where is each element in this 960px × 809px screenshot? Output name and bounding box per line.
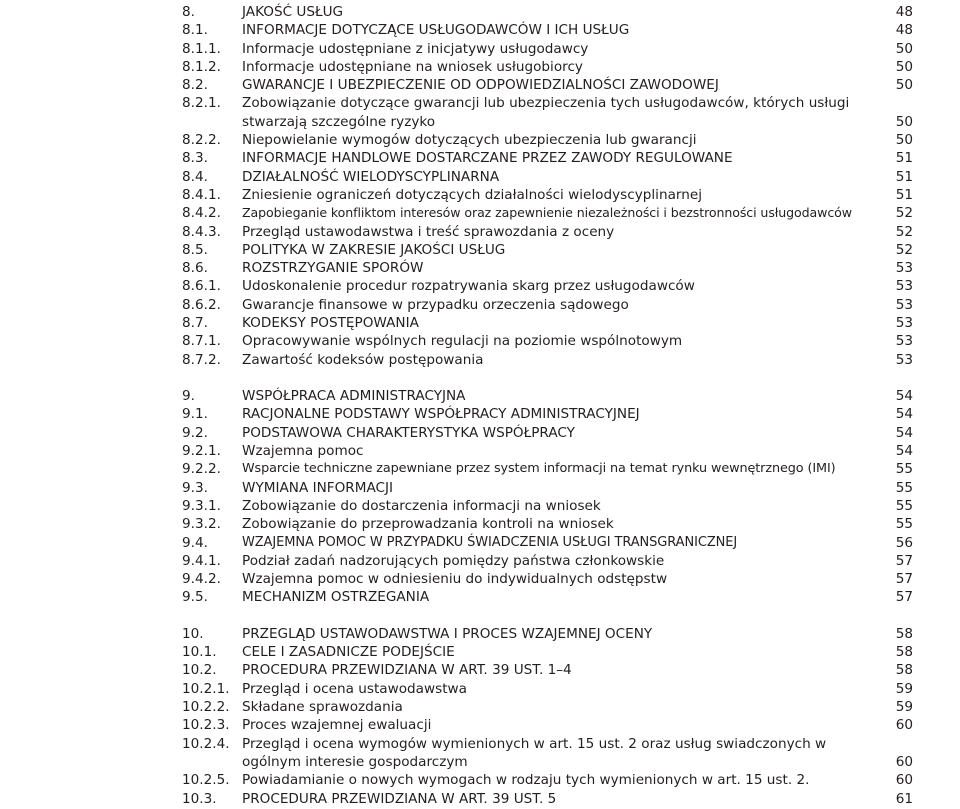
toc-title: Gwarancje finansowe w przypadku orzeczenia sądowego: [242, 296, 629, 313]
toc-page-number: 58: [895, 662, 913, 679]
toc-page-number: 51: [895, 150, 913, 167]
toc-number: 9.4.2.: [182, 571, 221, 588]
toc-title: WZAJEMNA POMOC W PRZYPADKU ŚWIADCZENIA USŁUGI TRANSGRANICZNEJ: [242, 534, 738, 550]
toc-number: 8.2.: [182, 77, 208, 94]
toc-title: Opracowywanie wspólnych regulacji na poziomie wspólnotowym: [242, 333, 683, 350]
toc-number: 10.2.2.: [182, 699, 230, 716]
toc-number: 10.2.4.: [182, 735, 230, 752]
toc-title: Powiadamianie o nowych wymogach w rodzaju tych wymienionych w art. 15 ust. 2.: [242, 772, 810, 789]
toc-number: 10.1.: [182, 644, 217, 661]
toc-entry-8-4-1: [182, 186, 913, 204]
toc-number: 9.4.: [182, 534, 208, 551]
toc-number: 8.5.: [182, 241, 208, 258]
toc-title: RACJONALNE PODSTAWY WSPÓŁPRACY ADMINISTRACYJNEJ: [242, 406, 640, 423]
toc-title: Wsparcie techniczne zapewniane przez system informacji na temat rynku wewnętrznego (IMI): [242, 461, 836, 477]
toc-title: Zniesienie ograniczeń dotyczących działalności wielodyscyplinarnej: [242, 186, 703, 203]
toc-entry-10-2-2: [182, 698, 913, 716]
toc-page-number: 55: [895, 479, 913, 496]
toc-page-number: 59: [895, 680, 913, 697]
toc-entry-10-1: [182, 643, 913, 661]
toc-entry-8-2-1: [182, 94, 913, 131]
toc-page-number: 60: [895, 753, 913, 770]
toc-number: 8.1.2.: [182, 58, 221, 75]
toc-page-number: 53: [895, 296, 913, 313]
toc-entry-9-2: [182, 424, 913, 442]
toc-page-number: 54: [895, 406, 913, 423]
toc-page-number: 50: [895, 40, 913, 57]
toc-number: 9.4.1.: [182, 552, 221, 569]
toc-page-number: 59: [895, 699, 913, 716]
toc-entry-9-1: [182, 405, 913, 423]
toc-entry-9-3-1: [182, 497, 913, 515]
toc-page-number: 52: [895, 241, 913, 258]
toc-number: 9.2.: [182, 424, 208, 441]
toc-number: 8.7.: [182, 315, 208, 332]
section-gap: [182, 369, 913, 387]
toc-title: Zawartość kodeksów postępowania: [242, 351, 484, 368]
toc-number: 10.2.1.: [182, 680, 230, 697]
toc-page-number: 54: [895, 424, 913, 441]
toc-entry-9-2-1: [182, 442, 913, 460]
toc-entry-8-4-3: [182, 223, 913, 241]
toc-number: 8.2.2.: [182, 132, 221, 149]
toc-entry-8-1: [182, 21, 913, 39]
toc-page-number: 57: [895, 552, 913, 569]
toc-number: 9.2.2.: [182, 461, 221, 478]
toc-number: 8.7.1.: [182, 333, 221, 350]
toc-number: 8.7.2.: [182, 351, 221, 368]
toc-page-number: 54: [895, 443, 913, 460]
toc-title: Zapobieganie konfliktom interesów oraz zapewnienie niezależności i bezstronności usługodawców: [242, 205, 852, 221]
toc-page-number: 52: [895, 205, 913, 222]
toc-number: 9.3.2.: [182, 516, 221, 533]
toc-title: WSPÓŁPRACA ADMINISTRACYJNA: [242, 388, 466, 405]
toc-title: JAKOŚĆ USŁUG: [242, 4, 344, 20]
toc-page-number: 53: [895, 333, 913, 350]
section-gap: [182, 607, 913, 625]
toc-page-number: 50: [895, 58, 913, 75]
toc-number: 8.6.1.: [182, 278, 221, 295]
toc-page-number: 48: [895, 4, 913, 20]
toc-page-number: 57: [895, 571, 913, 588]
toc-number: 9.3.: [182, 479, 208, 496]
toc-page-number: 50: [895, 113, 913, 130]
toc-entry-8-4-2: [182, 204, 913, 222]
toc-number: 8.6.2.: [182, 296, 221, 313]
toc-number: 8.4.: [182, 168, 208, 185]
toc-title: Niepowielanie wymogów dotyczących ubezpieczenia lub gwarancji: [242, 132, 697, 149]
toc-entry-8-7-2: [182, 351, 913, 369]
toc-page-number: 50: [895, 132, 913, 149]
toc-entry-8-2: [182, 76, 913, 94]
toc-entry-10-2-4: [182, 735, 913, 772]
toc-number: 10.2.5.: [182, 772, 230, 789]
toc-number: 9.: [182, 388, 195, 405]
toc-title: PROCEDURA PRZEWIDZIANA W ART. 39 UST. 1–4: [242, 662, 572, 679]
toc-entry-8-2-2: [182, 131, 913, 149]
toc-title: INFORMACJE DOTYCZĄCE USŁUGODAWCÓW I ICH USŁUG: [242, 22, 630, 39]
toc-title: Informacje udostępniane na wniosek usługobiorcy: [242, 58, 583, 75]
toc-entry-8-5: [182, 241, 913, 259]
toc-page-number: 53: [895, 278, 913, 295]
toc-entry-10: [182, 625, 913, 643]
toc-title: WYMIANA INFORMACJI: [242, 479, 394, 496]
toc-title: Wzajemna pomoc w odniesieniu do indywidualnych odstępstw: [242, 571, 668, 588]
toc-title: KODEKSY POSTĘPOWANIA: [242, 315, 419, 332]
toc-entry-8-1-2: [182, 58, 913, 76]
toc-number: 8.4.1.: [182, 186, 221, 203]
toc-title: PROCEDURA PRZEWIDZIANA W ART. 39 UST. 5: [242, 790, 557, 807]
toc-title: PODSTAWOWA CHARAKTERYSTYKA WSPÓŁPRACY: [242, 424, 575, 441]
toc-title: PRZEGLĄD USTAWODAWSTWA I PROCES WZAJEMNEJ OCENY: [242, 625, 653, 642]
toc-entry-9-4-1: [182, 552, 913, 570]
toc-entry-10-3: [182, 790, 913, 808]
toc-page-number: 60: [895, 717, 913, 734]
toc-title: MECHANIZM OSTRZEGANIA: [242, 589, 430, 606]
toc-number: 10.2.3.: [182, 717, 230, 734]
toc-number: 10.2.: [182, 662, 217, 679]
toc-entry-9-5: [182, 588, 913, 606]
toc-number: 9.1.: [182, 406, 208, 423]
toc-entry-9-3: [182, 479, 913, 497]
toc-title: Przegląd ustawodawstwa i treść sprawozdania z oceny: [242, 223, 615, 240]
toc-entry-9-3-2: [182, 515, 913, 533]
toc-page-number: 58: [895, 625, 913, 642]
toc-entry-10-2-3: [182, 716, 913, 734]
toc-entry-8-7-1: [182, 332, 913, 350]
toc-entry-9-4: [182, 534, 913, 552]
toc-number: 9.2.1.: [182, 443, 221, 460]
toc-number: 9.5.: [182, 589, 208, 606]
toc-entry-8-7: [182, 314, 913, 332]
toc-entry-8-6-1: [182, 277, 913, 295]
toc-entry-9-2-2: [182, 460, 913, 478]
toc-title: Wzajemna pomoc: [242, 443, 364, 460]
toc-entry-8-6-2: [182, 296, 913, 314]
toc-entry-8: [182, 3, 913, 21]
toc-page-number: 50: [895, 77, 913, 94]
toc-title: Zobowiązanie do przeprowadzania kontroli na wniosek: [242, 516, 614, 533]
toc-number: 8.: [182, 4, 195, 20]
toc-page-number: 55: [895, 497, 913, 514]
toc-number: 8.4.2.: [182, 205, 221, 222]
toc-title: Przegląd i ocena ustawodawstwa: [242, 680, 467, 697]
toc-entry-10-2: [182, 661, 913, 679]
toc-number: 8.4.3.: [182, 223, 221, 240]
toc-title: INFORMACJE HANDLOWE DOSTARCZANE PRZEZ ZAWODY REGULOWANE: [242, 150, 733, 167]
toc-page-number: 61: [895, 790, 913, 807]
toc-number: 10.: [182, 625, 204, 642]
toc-title: Zobowiązanie do dostarczenia informacji na wniosek: [242, 497, 601, 514]
toc-number: 8.1.: [182, 22, 208, 39]
toc-page-number: 56: [895, 534, 913, 551]
toc-entry-8-3: [182, 149, 913, 167]
toc-page-number: 57: [895, 589, 913, 606]
toc-number: 8.2.1.: [182, 95, 221, 112]
toc-title: Podział zadań nadzorujących pomiędzy państwa członkowskie: [242, 552, 665, 569]
toc-entry-10-2-1: [182, 680, 913, 698]
toc-title: Składane sprawozdania: [242, 699, 403, 716]
toc-number: 8.1.1.: [182, 40, 221, 57]
toc-page-number: 54: [895, 388, 913, 405]
toc-page-number: 53: [895, 315, 913, 332]
toc-entry-9: [182, 387, 913, 405]
toc-title: CELE I ZASADNICZE PODEJŚCIE: [242, 644, 455, 661]
toc-page-number: 52: [895, 223, 913, 240]
toc-number: 10.3.: [182, 790, 217, 807]
toc-title: Zobowiązanie dotyczące gwarancji lub ubezpieczenia tych usługodawców, których usługi stwarzają szczególne ryzyko: [242, 95, 850, 130]
toc-title: Informacje udostępniane z inicjatywy usługodawcy: [242, 40, 589, 57]
table-of-contents: [182, 3, 913, 808]
toc-page-number: 51: [895, 186, 913, 203]
toc-page-number: 58: [895, 644, 913, 661]
toc-page-number: 55: [895, 516, 913, 533]
toc-title: Udoskonalenie procedur rozpatrywania skarg przez usługodawców: [242, 278, 695, 295]
toc-title: Przegląd i ocena wymogów wymienionych w art. 15 ust. 2 oraz usług swiadczonych w ogólnym interesie gospodarczym: [242, 735, 827, 770]
toc-entry-8-4: [182, 168, 913, 186]
toc-entry-8-1-1: [182, 40, 913, 58]
toc-title: Proces wzajemnej ewaluacji: [242, 717, 432, 734]
toc-title: ROZSTRZYGANIE SPORÓW: [242, 260, 424, 277]
toc-title: GWARANCJE I UBEZPIECZENIE OD ODPOWIEDZIALNOŚCI ZAWODOWEJ: [242, 77, 719, 94]
toc-number: 8.6.: [182, 260, 208, 277]
toc-page-number: 53: [895, 260, 913, 277]
toc-entry-9-4-2: [182, 570, 913, 588]
toc-title: POLITYKA W ZAKRESIE JAKOŚCI USŁUG: [242, 241, 506, 258]
toc-entry-8-6: [182, 259, 913, 277]
toc-number: 9.3.1.: [182, 497, 221, 514]
toc-number: 8.3.: [182, 150, 208, 167]
toc-title: DZIAŁALNOŚĆ WIELODYSCYPLINARNA: [242, 168, 500, 185]
toc-entry-10-2-5: [182, 771, 913, 789]
toc-page-number: 55: [895, 461, 913, 478]
toc-page-number: 48: [895, 22, 913, 39]
toc-page-number: 51: [895, 168, 913, 185]
toc-page-number: 53: [895, 351, 913, 368]
toc-page-number: 60: [895, 772, 913, 789]
